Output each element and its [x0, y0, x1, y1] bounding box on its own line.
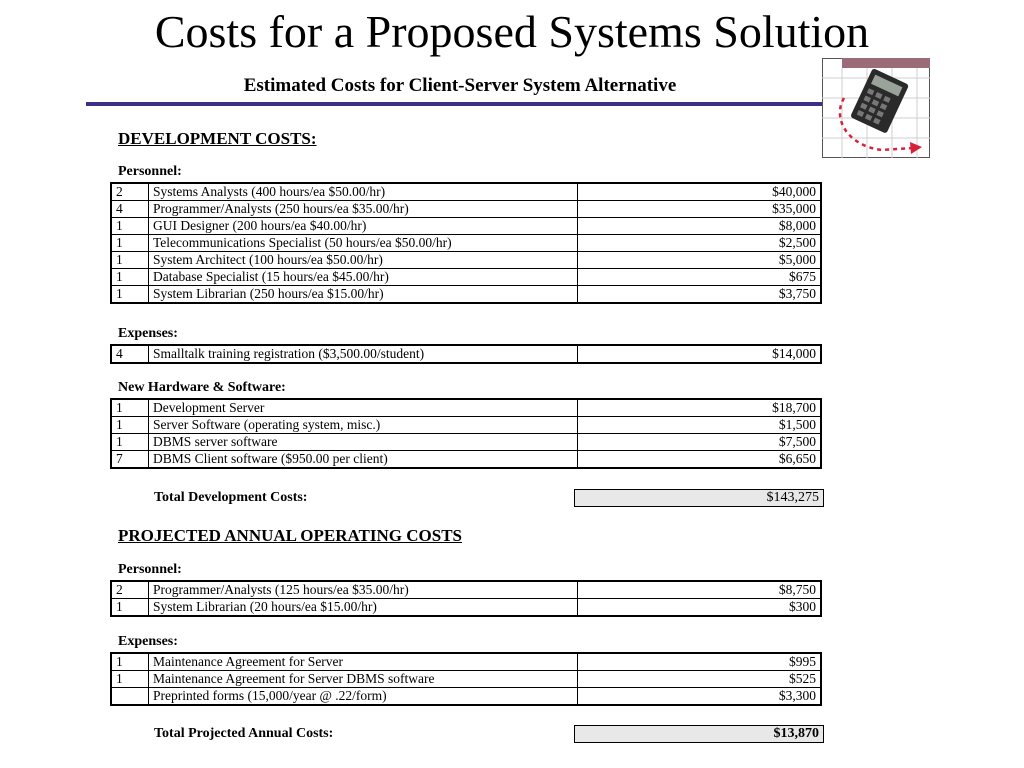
- qty-cell: 4: [111, 201, 149, 218]
- description-cell: Programmer/Analysts (250 hours/ea $35.00/hr): [149, 201, 578, 218]
- table-row: [111, 688, 821, 706]
- slide-title: Costs for a Proposed Systems Solution: [154, 6, 870, 57]
- qty-cell: 7: [111, 451, 149, 469]
- qty-cell: 1: [111, 218, 149, 235]
- description-cell: System Librarian (250 hours/ea $15.00/hr): [149, 286, 578, 304]
- description-cell: Preprinted forms (15,000/year @ .22/form): [149, 688, 578, 706]
- amount-cell: $5,000: [578, 252, 822, 269]
- amount-cell: $2,500: [578, 235, 822, 252]
- table-row: [111, 434, 821, 451]
- description-cell: Smalltalk training registration ($3,500.00/student): [149, 345, 578, 363]
- qty-cell: 1: [111, 286, 149, 304]
- amount-cell: $675: [578, 269, 822, 286]
- qty-cell: 1: [111, 269, 149, 286]
- amount-cell: $525: [578, 671, 822, 688]
- dev-personnel-table: [110, 182, 822, 304]
- amount-cell: $8,000: [578, 218, 822, 235]
- description-cell: Database Specialist (15 hours/ea $45.00/hr): [149, 269, 578, 286]
- qty-cell: 1: [111, 235, 149, 252]
- operating-costs-heading: PROJECTED ANNUAL OPERATING COSTS: [118, 526, 462, 545]
- qty-cell: 1: [111, 417, 149, 434]
- table-row: [111, 269, 821, 286]
- table-row: [111, 599, 821, 617]
- qty-cell: 1: [111, 434, 149, 451]
- amount-cell: $18,700: [578, 399, 822, 417]
- table-row: [111, 235, 821, 252]
- qty-cell: [111, 688, 149, 706]
- table-row: [111, 653, 821, 671]
- op-total-label: Total Projected Annual Costs:: [154, 726, 334, 741]
- qty-cell: 2: [111, 183, 149, 201]
- amount-cell: $3,750: [578, 286, 822, 304]
- description-cell: Server Software (operating system, misc.): [149, 417, 578, 434]
- table-row: [111, 399, 821, 417]
- op-expenses-table: [110, 652, 822, 706]
- qty-cell: 1: [111, 671, 149, 688]
- amount-cell: $7,500: [578, 434, 822, 451]
- dev-personnel-label: Personnel:: [118, 164, 182, 179]
- description-cell: Development Server: [149, 399, 578, 417]
- qty-cell: 1: [111, 599, 149, 617]
- amount-cell: $6,650: [578, 451, 822, 469]
- amount-cell: $8,750: [578, 581, 822, 599]
- qty-cell: 4: [111, 345, 149, 363]
- amount-cell: $40,000: [578, 183, 822, 201]
- dev-expenses-label: Expenses:: [118, 326, 178, 341]
- table-row: [111, 252, 821, 269]
- dev-hardware-table: [110, 398, 822, 469]
- dev-total-value: $143,275: [574, 489, 824, 507]
- amount-cell: $1,500: [578, 417, 822, 434]
- table-row: [111, 671, 821, 688]
- subtitle: Estimated Costs for Client-Server System Alternative: [243, 75, 677, 96]
- op-total-value: $13,870: [574, 725, 824, 743]
- qty-cell: 1: [111, 653, 149, 671]
- dev-expenses-table: [110, 344, 822, 364]
- table-row: [111, 183, 821, 201]
- title-divider: [86, 102, 826, 106]
- description-cell: Systems Analysts (400 hours/ea $50.00/hr): [149, 183, 578, 201]
- description-cell: Maintenance Agreement for Server DBMS software: [149, 671, 578, 688]
- table-row: [111, 218, 821, 235]
- table-row: [111, 417, 821, 434]
- amount-cell: $14,000: [578, 345, 822, 363]
- table-row: [111, 345, 821, 363]
- amount-cell: $35,000: [578, 201, 822, 218]
- op-expenses-label: Expenses:: [118, 634, 178, 649]
- description-cell: System Architect (100 hours/ea $50.00/hr): [149, 252, 578, 269]
- op-personnel-table: [110, 580, 822, 617]
- calculator-icon: [822, 58, 930, 158]
- description-cell: DBMS Client software ($950.00 per client): [149, 451, 578, 469]
- qty-cell: 1: [111, 399, 149, 417]
- table-row: [111, 201, 821, 218]
- description-cell: System Librarian (20 hours/ea $15.00/hr): [149, 599, 578, 617]
- amount-cell: $300: [578, 599, 822, 617]
- amount-cell: $995: [578, 653, 822, 671]
- table-row: [111, 581, 821, 599]
- description-cell: Programmer/Analysts (125 hours/ea $35.00/hr): [149, 581, 578, 599]
- development-costs-heading: DEVELOPMENT COSTS:: [118, 129, 317, 148]
- dev-hardware-label: New Hardware & Software:: [118, 380, 286, 395]
- op-personnel-label: Personnel:: [118, 562, 182, 577]
- amount-cell: $3,300: [578, 688, 822, 706]
- qty-cell: 1: [111, 252, 149, 269]
- dev-total-label: Total Development Costs:: [154, 490, 308, 505]
- description-cell: Maintenance Agreement for Server: [149, 653, 578, 671]
- description-cell: GUI Designer (200 hours/ea $40.00/hr): [149, 218, 578, 235]
- description-cell: DBMS server software: [149, 434, 578, 451]
- table-row: [111, 451, 821, 469]
- qty-cell: 2: [111, 581, 149, 599]
- description-cell: Telecommunications Specialist (50 hours/ea $50.00/hr): [149, 235, 578, 252]
- table-row: [111, 286, 821, 304]
